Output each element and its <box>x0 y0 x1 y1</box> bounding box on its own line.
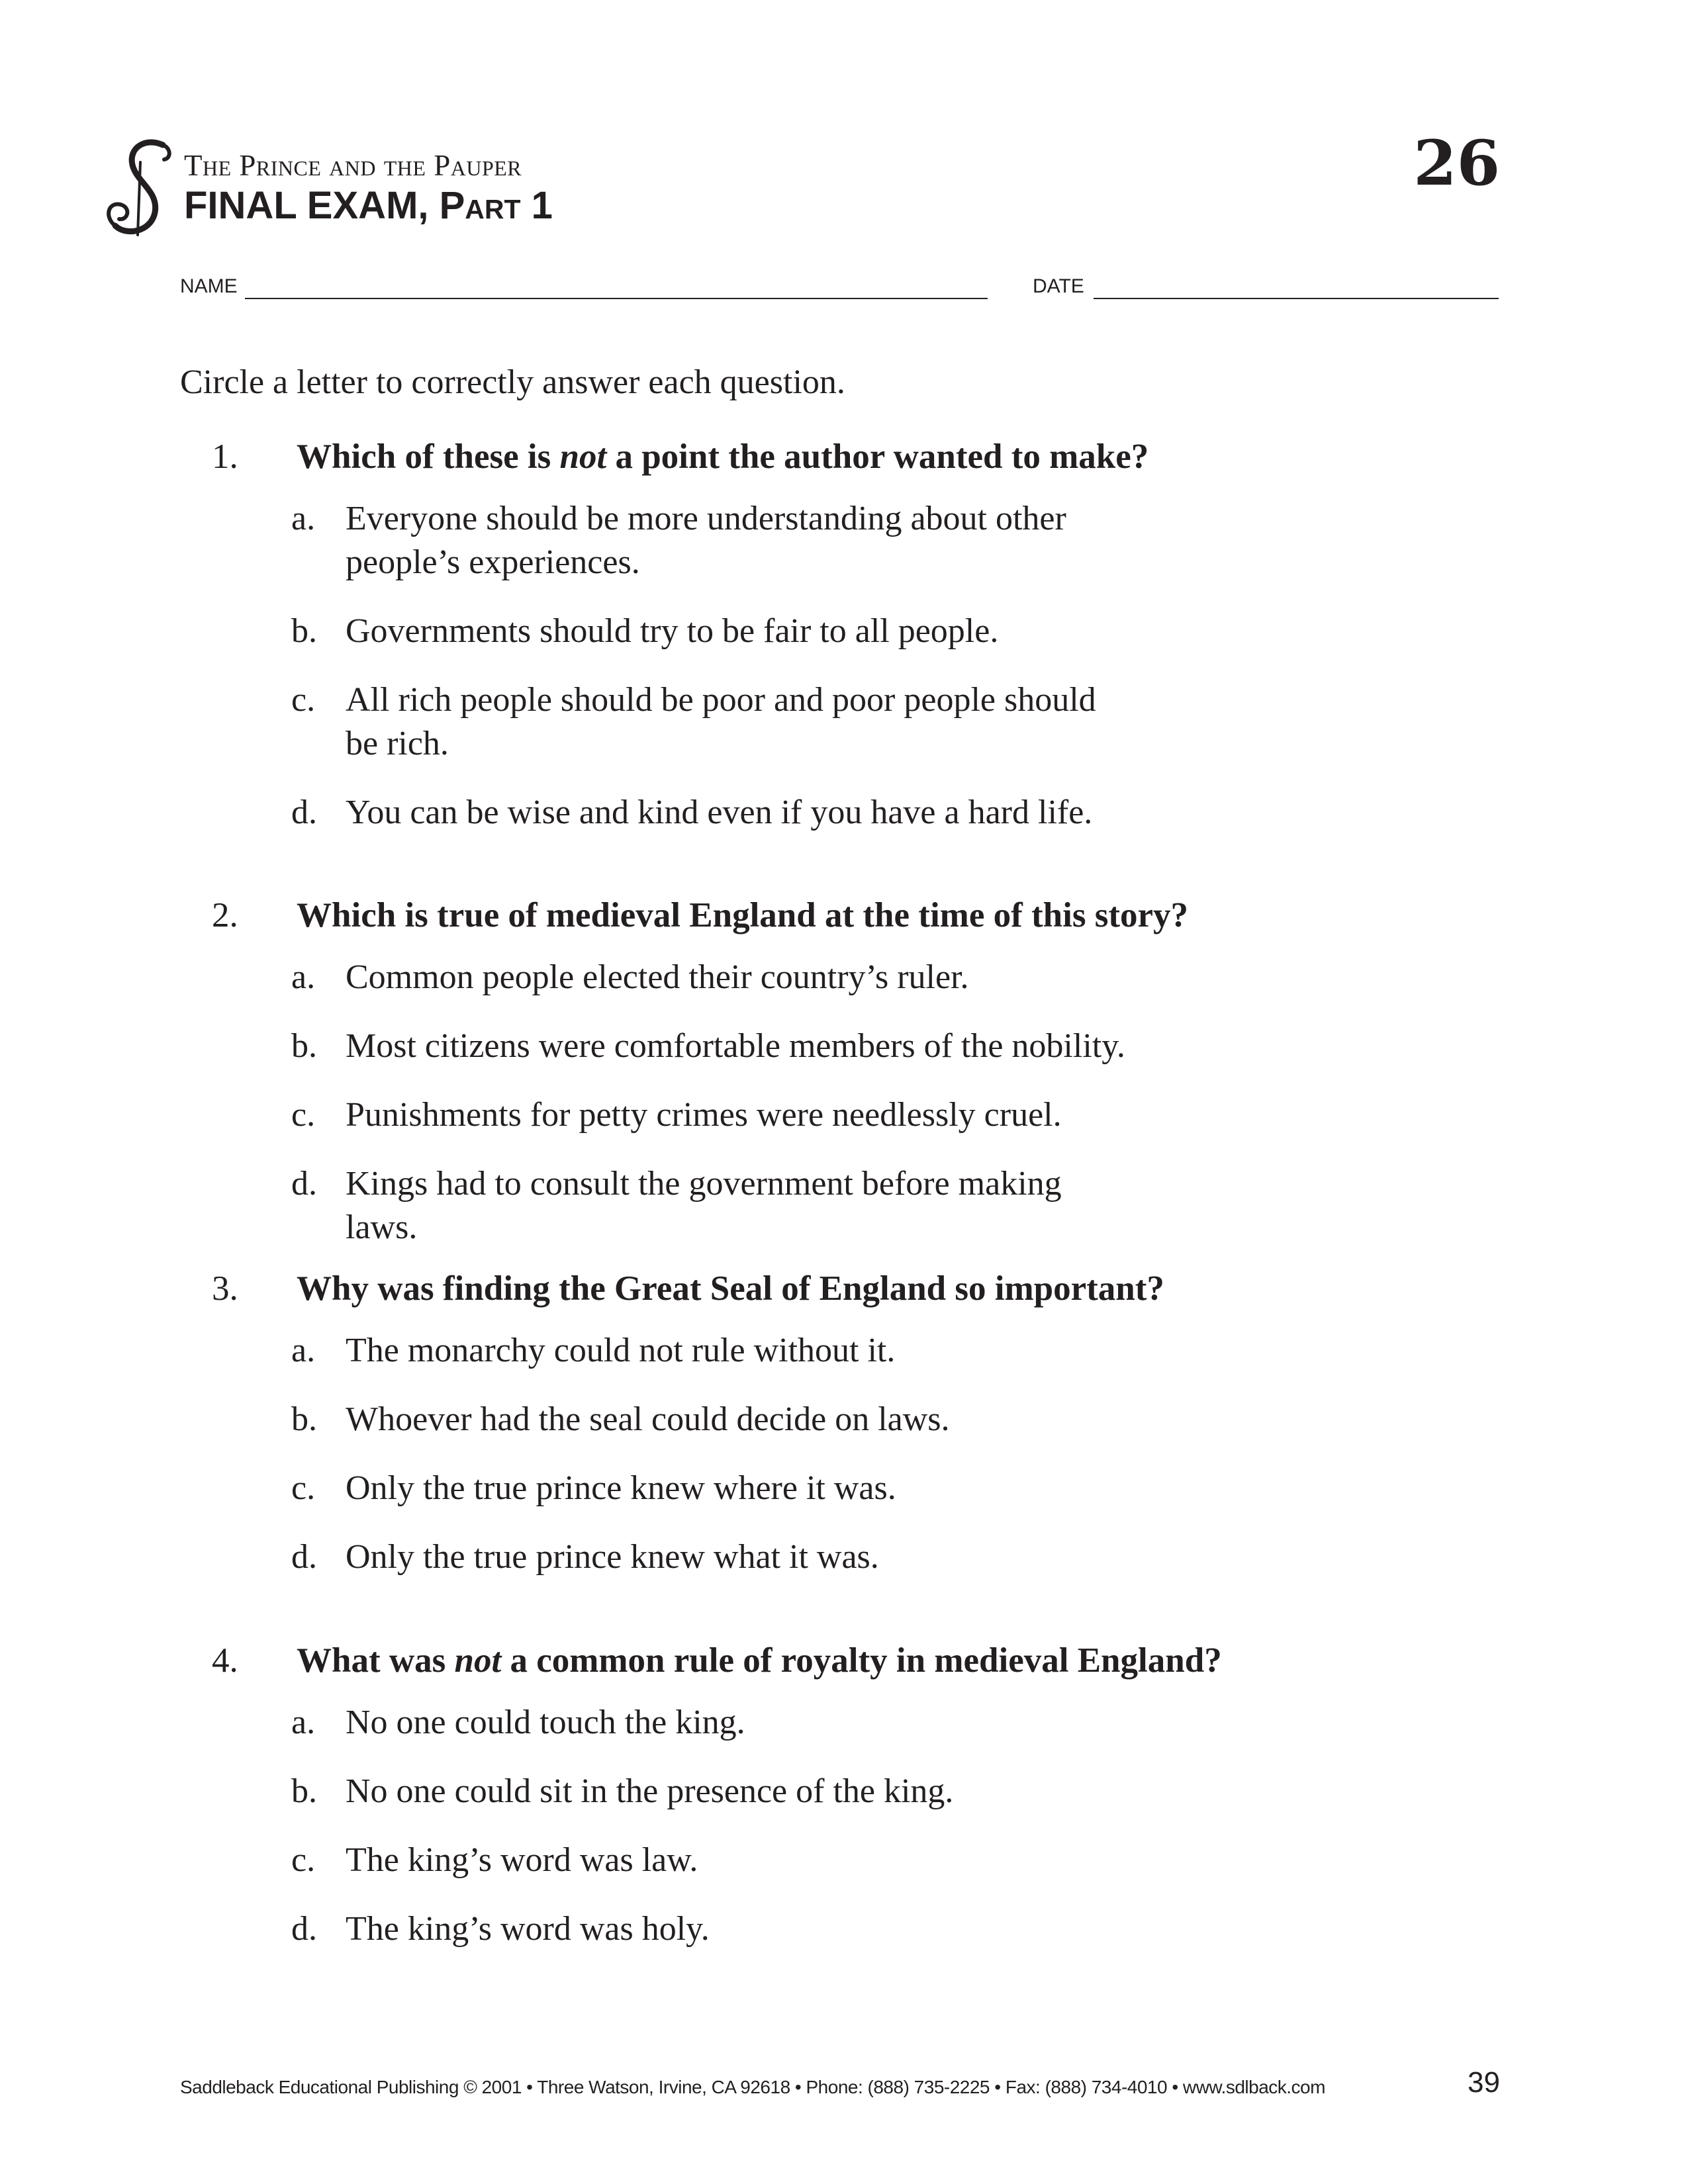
option-text: Everyone should be more understanding about other people’s experiences. <box>346 499 1066 581</box>
option-text: All rich people should be poor and poor people should be rich. <box>346 680 1096 762</box>
question-2 <box>212 895 1536 1275</box>
option-text: Kings had to consult the government before making laws. <box>346 1164 1062 1246</box>
answer-options <box>291 1329 1536 1579</box>
option-letter[interactable]: d. <box>291 793 317 831</box>
option-text: Only the true prince knew what it was. <box>346 1537 879 1576</box>
answer-options <box>291 497 1536 835</box>
question-text-rest: a common rule of royalty in medieval England? <box>501 1641 1222 1680</box>
option-letter[interactable]: a. <box>291 1331 316 1369</box>
option-letter[interactable]: a. <box>291 958 316 996</box>
option-2c[interactable] <box>291 1093 1536 1137</box>
option-4a[interactable] <box>291 1701 1536 1745</box>
option-letter[interactable]: c. <box>291 680 316 719</box>
option-2b[interactable] <box>291 1024 1536 1068</box>
exam-title-part: Part 1 <box>439 184 553 227</box>
option-letter[interactable]: c. <box>291 1469 316 1507</box>
option-letter[interactable]: b. <box>291 1026 317 1065</box>
worksheet-number: 26 <box>1413 127 1500 200</box>
question-number: 4. <box>212 1641 238 1680</box>
option-4c[interactable] <box>291 1839 1536 1882</box>
question-4-prompt <box>212 1641 1536 1681</box>
question-3 <box>212 1269 1536 1604</box>
option-text: Punishments for petty crimes were needlessly cruel. <box>346 1095 1062 1134</box>
option-letter[interactable]: c. <box>291 1095 316 1134</box>
option-letter[interactable]: d. <box>291 1164 317 1203</box>
question-3-prompt <box>212 1269 1536 1309</box>
date-field[interactable] <box>1094 298 1499 299</box>
question-number: 2. <box>212 896 238 934</box>
question-number: 1. <box>212 437 238 476</box>
option-2d[interactable] <box>291 1162 1536 1250</box>
answer-options <box>291 1701 1536 1951</box>
option-letter[interactable]: a. <box>291 499 316 537</box>
question-number: 3. <box>212 1269 238 1308</box>
name-field[interactable] <box>245 298 988 299</box>
option-1a[interactable] <box>291 497 1536 584</box>
option-3b[interactable] <box>291 1398 1536 1441</box>
option-text: No one could sit in the presence of the king. <box>346 1772 954 1810</box>
option-4b[interactable] <box>291 1770 1536 1813</box>
question-2-prompt <box>212 895 1536 936</box>
option-3c[interactable] <box>291 1467 1536 1510</box>
question-text: Why was finding the Great Seal of England so important? <box>297 1269 1164 1308</box>
saddleback-s-logo-icon <box>99 136 184 242</box>
option-letter[interactable]: a. <box>291 1703 316 1741</box>
option-3d[interactable] <box>291 1535 1536 1579</box>
question-1-prompt <box>212 437 1536 477</box>
option-1b[interactable] <box>291 610 1536 653</box>
question-emphasis: not <box>559 437 607 476</box>
option-letter[interactable]: d. <box>291 1909 317 1948</box>
question-text: Which of these is <box>297 437 560 476</box>
question-text: What was <box>297 1641 455 1680</box>
option-3a[interactable] <box>291 1329 1536 1373</box>
option-text: Only the true prince knew where it was. <box>346 1469 896 1507</box>
question-emphasis: not <box>454 1641 502 1680</box>
option-1d[interactable] <box>291 791 1536 835</box>
option-text: Most citizens were comfortable members of the nobility. <box>346 1026 1125 1065</box>
exam-title-main: FINAL EXAM, <box>184 184 440 227</box>
option-letter[interactable]: b. <box>291 1400 317 1438</box>
option-4d[interactable] <box>291 1907 1536 1951</box>
option-letter[interactable]: b. <box>291 1772 317 1810</box>
option-text: Common people elected their country’s ruler. <box>346 958 969 996</box>
option-letter[interactable]: d. <box>291 1537 317 1576</box>
option-1c[interactable] <box>291 678 1536 766</box>
question-text-rest: a point the author wanted to make? <box>606 437 1149 476</box>
series-title: The Prince and the Pauper <box>184 149 522 182</box>
publisher-footer: Saddleback Educational Publishing © 2001 • Three Watson, Irvine, CA 92618 • Phone: (888) 735-2225 • Fax: (888) 734-4010 • www.sdlback.com <box>180 2077 1325 2097</box>
question-text: Which is true of medieval England at the time of this story? <box>297 896 1189 934</box>
name-label: NAME <box>180 275 238 297</box>
option-text: No one could touch the king. <box>346 1703 745 1741</box>
option-text: Whoever had the seal could decide on laws. <box>346 1400 950 1438</box>
option-2a[interactable] <box>291 956 1536 999</box>
option-text: You can be wise and kind even if you have a hard life. <box>346 793 1093 831</box>
option-letter[interactable]: b. <box>291 612 317 650</box>
question-4 <box>212 1641 1536 1976</box>
option-text: Governments should try to be fair to all people. <box>346 612 999 650</box>
date-label: DATE <box>1033 275 1084 297</box>
option-letter[interactable]: c. <box>291 1841 316 1879</box>
option-text: The king’s word was holy. <box>346 1909 710 1948</box>
exam-title <box>184 184 553 227</box>
page-number: 39 <box>1468 2066 1500 2099</box>
question-1 <box>212 437 1536 860</box>
instructions: Circle a letter to correctly answer each question. <box>180 363 845 401</box>
answer-options <box>291 956 1536 1250</box>
option-text: The king’s word was law. <box>346 1841 698 1879</box>
option-text: The monarchy could not rule without it. <box>346 1331 896 1369</box>
